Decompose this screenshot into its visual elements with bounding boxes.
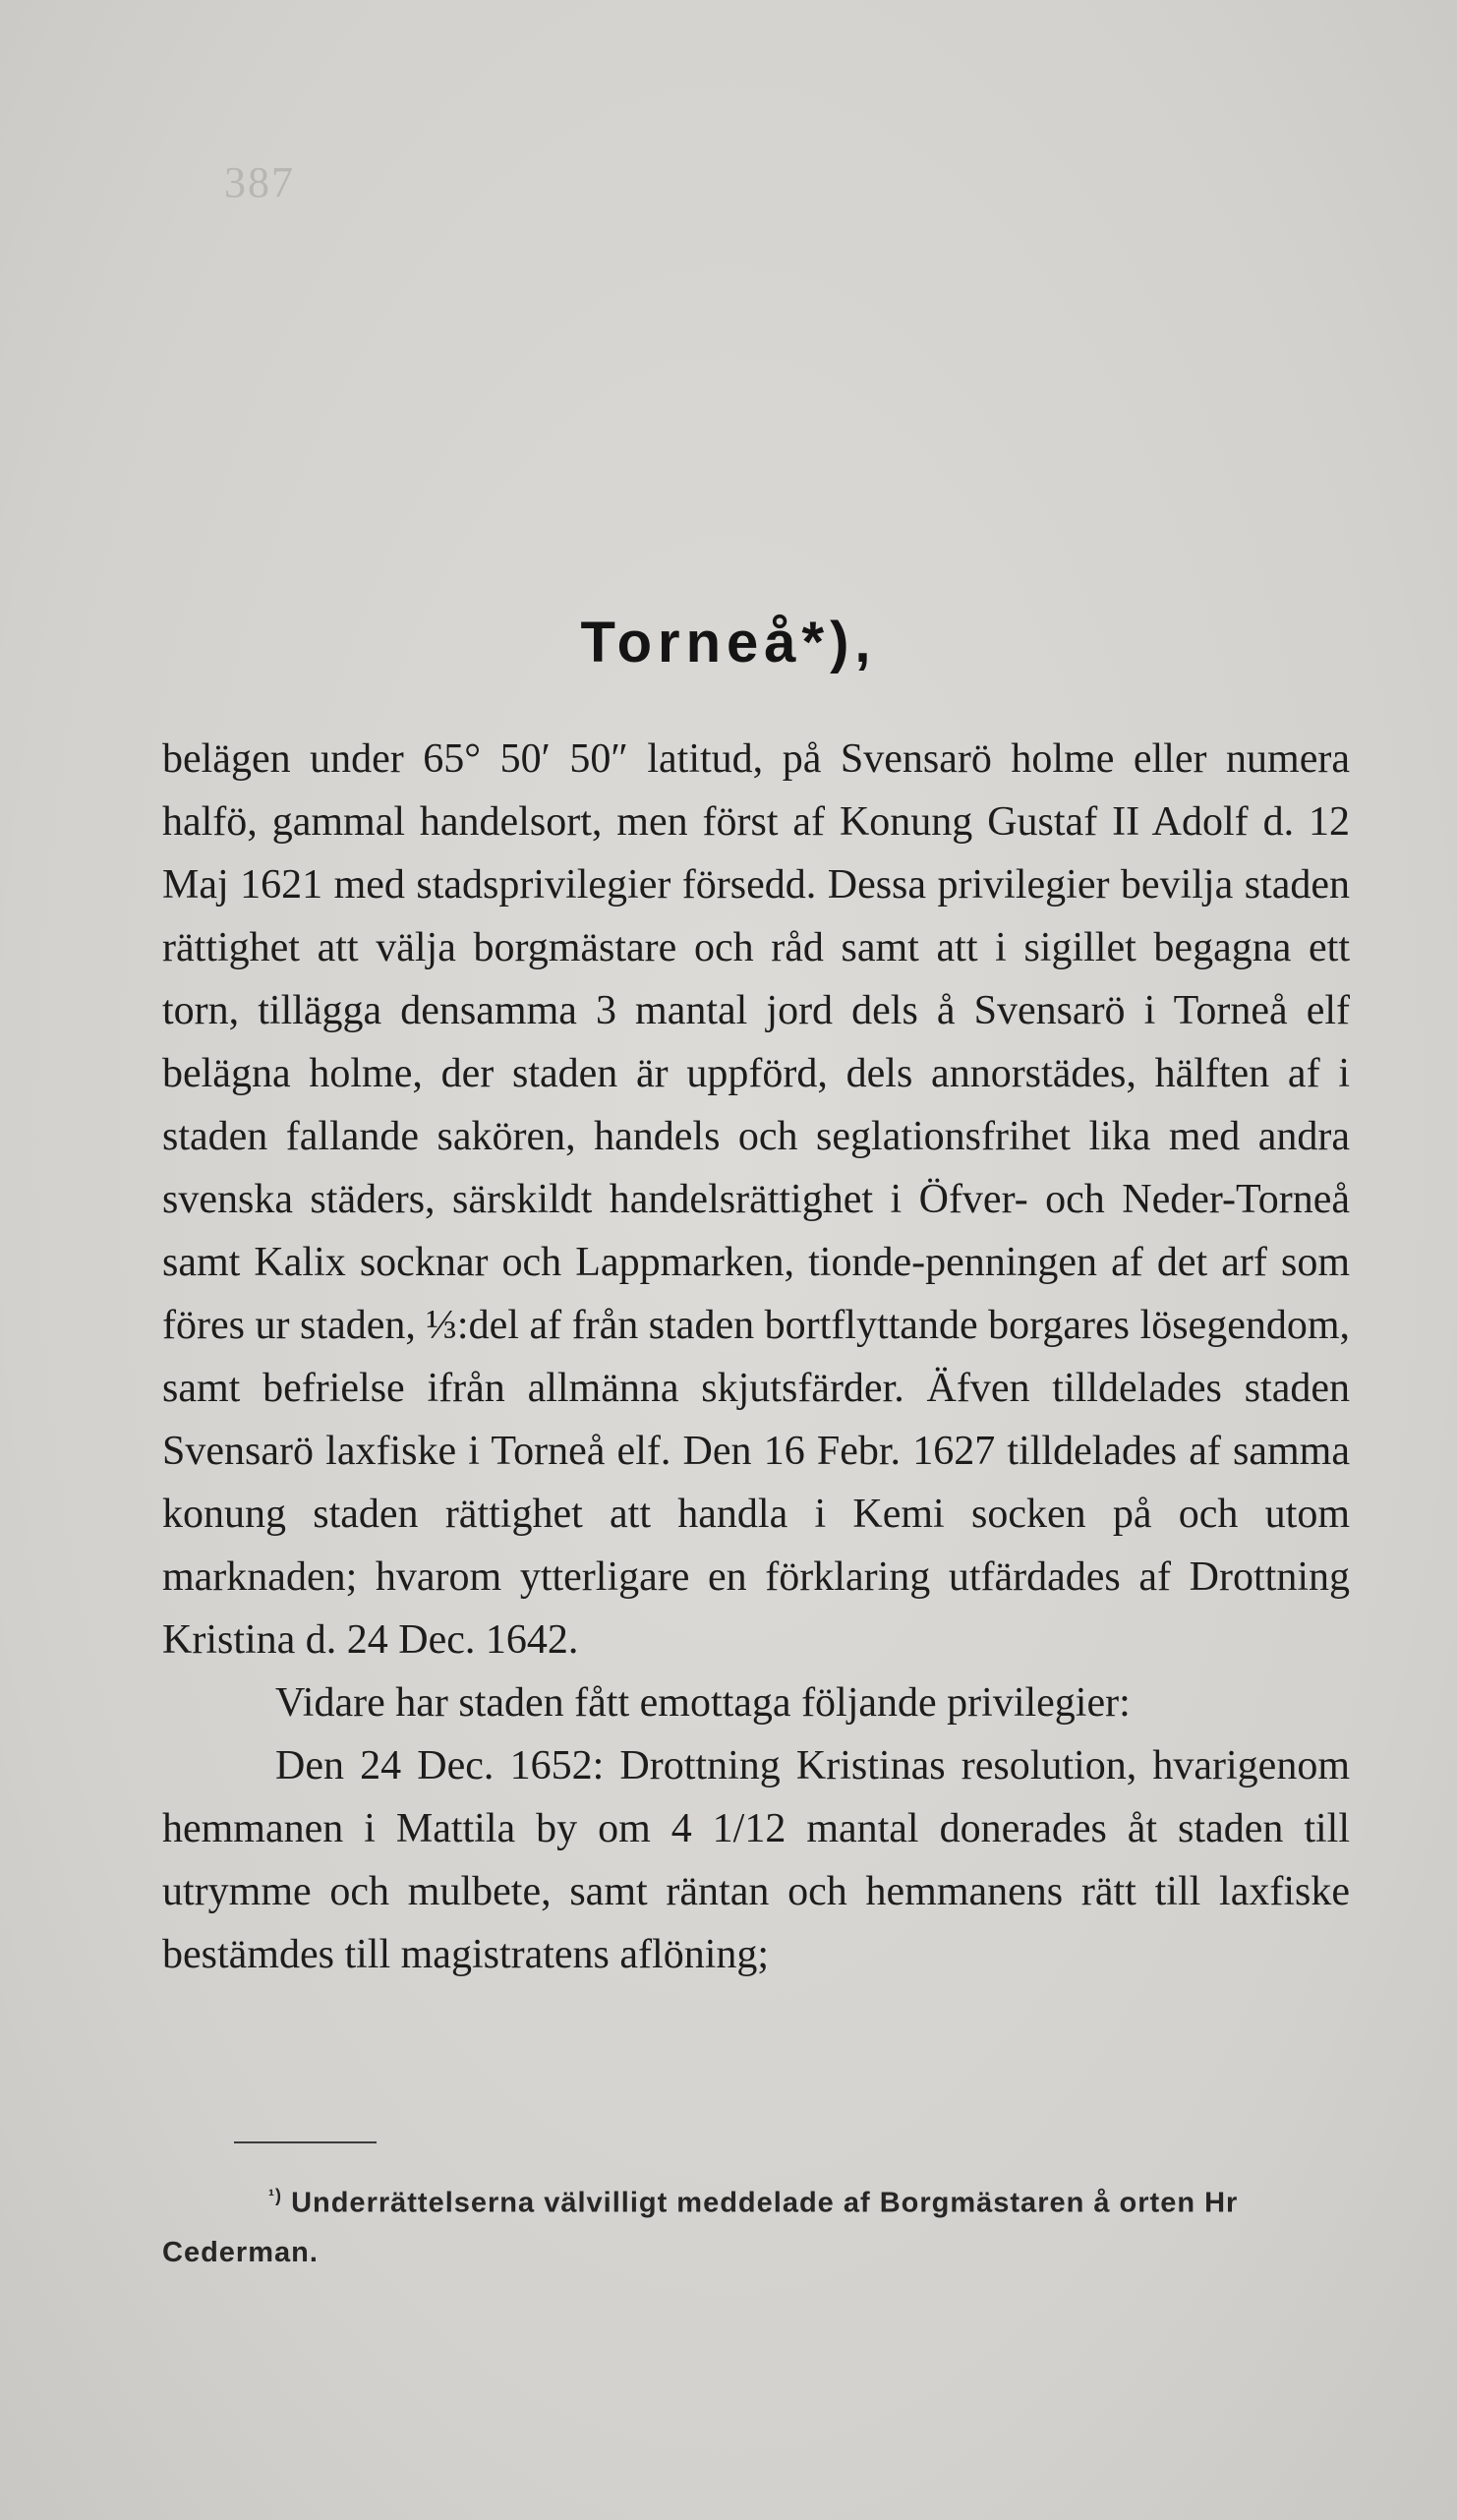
section-title: Torneå*), bbox=[580, 611, 877, 674]
body-text bbox=[162, 728, 1350, 1986]
footnote-divider bbox=[234, 2141, 377, 2143]
footnote-marker: ¹) bbox=[268, 2186, 282, 2205]
footnote-text: Underrättelserna välvilligt meddelade af Borgmästaren å orten Hr Cederman. bbox=[162, 2187, 1239, 2268]
paragraph-1: belägen under 65° 50′ 50″ latitud, på Svensarö holme eller numera halfö, gammal handelsort, men först af Konung Gustaf II Adolf d. 12 Maj 1621 med stadsprivilegier försedd. Dessa privilegier bevilja staden rättighet att välja borgmästare och råd samt att i sigillet begagna ett torn, tillägga densamma 3 mantal jord dels å Svensarö i Torneå elf belägna holme, der staden är uppförd, dels annorstädes, hälften af i staden fallande sakören, handels och seglationsfrihet lika med andra svenska städers, särskildt handelsrättighet i Öfver- och Neder-Torneå samt Kalix socknar och Lappmarken, tionde-penningen af det arf som föres ur staden, ⅓:del af från staden bortflyttande borgares lösegendom, samt befrielse ifrån allmänna skjutsfärder. Äfven tilldelades staden Svensarö laxfiske i Torneå elf. Den 16 Febr. 1627 tilldelades af samma konung staden rättighet att handla i Kemi socken på och utom marknaden; hvarom ytterligare en förklaring utfärdades af Drottning Kristina d. 24 Dec. 1642. bbox=[162, 736, 1350, 1663]
page-number: 387 bbox=[224, 158, 295, 206]
footnote bbox=[162, 2171, 1350, 2277]
paragraph-2: Vidare har staden fått emottaga följande privilegier: bbox=[275, 1680, 1131, 1726]
paragraph-3: Den 24 Dec. 1652: Drottning Kristinas resolution, hvarigenom hemmanen i Mattila by om 4 1/12 mantal donerades åt staden till utrymme och mulbete, samt räntan och hemmanens rätt till laxfiske bestämdes till magistratens aflöning; bbox=[162, 1743, 1350, 1977]
